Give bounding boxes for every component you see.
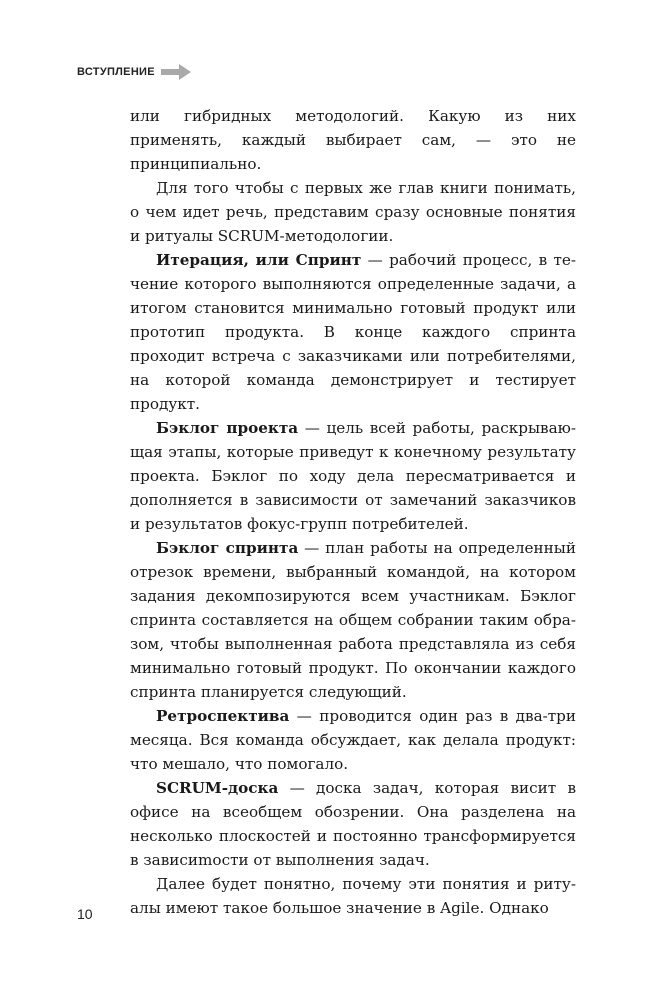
page-number: 10: [77, 906, 93, 922]
text-body: [130, 104, 576, 920]
paragraph: Далее будет понятно, почему эти понятия и ритуалы имеют такое большое значение в Agile. Однако: [130, 875, 576, 917]
section-title: ВСТУПЛЕНИЕ: [77, 66, 155, 78]
term: SCRUM-доска: [156, 779, 279, 797]
arrow-right-icon: [161, 64, 191, 80]
paragraph: Для того чтобы с первых же глав книги понимать, о чем идет речь, представим сразу основные понятия и ритуалы SCRUM-методологии.: [130, 179, 576, 245]
definition-paragraph: Ретроспектива — проводится один раз в два-три месяца. Вся команда обсуждает, как делала продукт: что мешало, что помогало.: [130, 707, 576, 773]
term: Бэклог спринта: [156, 539, 299, 557]
term: Бэклог проекта: [156, 419, 299, 437]
term: Итерация, или Спринт: [156, 251, 362, 269]
definition-paragraph: Бэклог спринта — план работы на определенный отрезок времени, выбранный командой, на котором задания декомпозируются всем участникам. Бэклог спринта составляется на общем собрании таким образом, чтобы выполненная работа представляла из себя минимально готовый продукт. По окончании каждого спринта планируется следующий.: [130, 539, 576, 701]
paragraph: или гибридных методологий. Какую из них применять, каждый выбирает сам, — это не принципиально.: [130, 107, 576, 173]
definition-paragraph: Бэклог проекта — цель всей работы, раскрывающая этапы, которые приведут к конечному результату проекта. Бэклог по ходу дела пересматривается и дополняется в зависимости от замечаний заказчиков и результатов фокус-групп потребителей.: [130, 419, 577, 533]
term: Ретроспектива: [156, 707, 290, 725]
definition-paragraph: SCRUM-доска — доска задач, которая висит в офисе на всеобщем обозрении. Она разделена на несколько плоскостей и постоянно трансформируется в зависиmости от выполнения задач.: [130, 779, 576, 869]
definition-paragraph: Итерация, или Спринт — рабочий процесс, в течение которого выполняются определенные задачи, а итогом становится минимально готовый продукт или прототип продукта. В конце каждого спринта проходит встреча с заказчиками или потребителями, на которой команда демонстрирует и тестирует продукт.: [130, 251, 576, 413]
running-header: [77, 64, 191, 80]
